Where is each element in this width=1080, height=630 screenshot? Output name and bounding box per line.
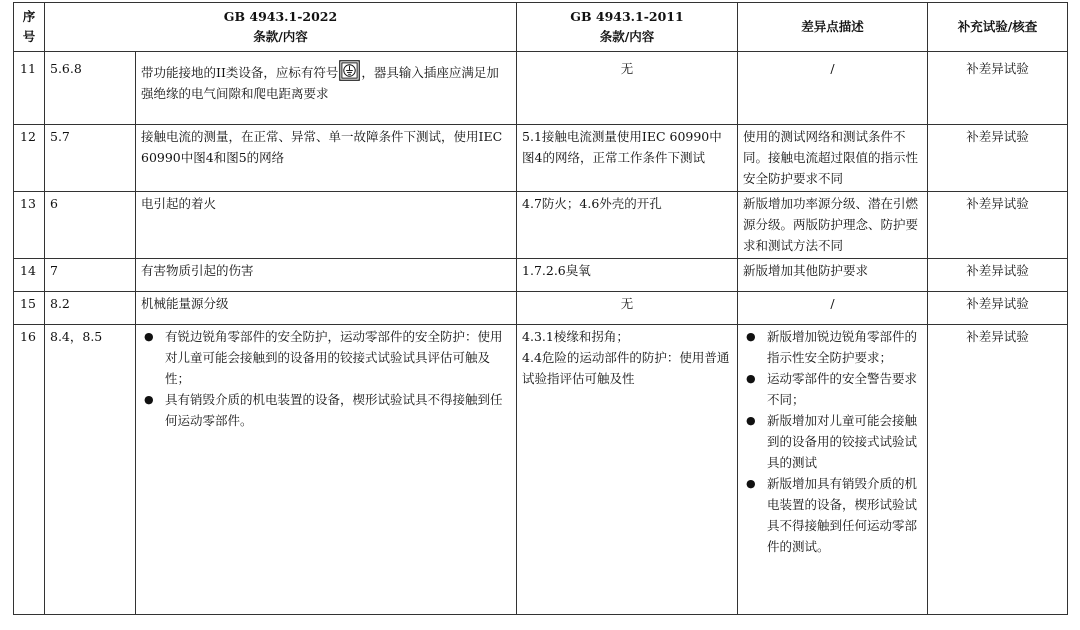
functional-earth-class-ii-symbol-icon (339, 60, 360, 81)
header-new-standard: GB 4943.1-2022 条款/内容 (45, 3, 517, 52)
list-item: ● 新版增加对儿童可能会接触到的设备用的铰接式试验试具的测试 (743, 410, 922, 473)
new-content-bullet-list (141, 326, 511, 431)
row-new-content (136, 325, 517, 615)
table-row (14, 259, 1068, 292)
old-content-line: 4.3.1棱缘和拐角； (522, 329, 629, 344)
row-number: 12 (14, 125, 45, 192)
row-old-content: 5.1接触电流测量使用IEC 60990中图4的网络，正常工作条件下测试 (517, 125, 738, 192)
row-new-content: 机械能量源分级 (136, 292, 517, 325)
row-clause: 5.6.8 (45, 52, 136, 125)
row-number: 14 (14, 259, 45, 292)
row-number: 11 (14, 52, 45, 125)
row-difference: 新版增加功率源分级、潜在引燃源分级。两版防护理念、防护要求和测试方法不同 (738, 192, 928, 259)
table-row (14, 52, 1068, 125)
row-new-content: 带功能接地的II类设备，应标有符号 ，器具输入插座应满足加强绝缘的电气间隙和爬电距离要求 (136, 52, 517, 125)
standard-comparison-table (13, 2, 1068, 615)
list-item: ● 新版增加具有销毁介质的机电装置的设备，楔形试验试具不得接触到任何运动零部件的测试。 (743, 473, 922, 557)
header-old-standard: GB 4943.1-2011 条款/内容 (517, 3, 738, 52)
list-item: ● 运动零部件的安全警告要求不同； (743, 368, 922, 410)
row-old-content: 4.7防火；4.6外壳的开孔 (517, 192, 738, 259)
header-seq: 序 号 (14, 3, 45, 52)
list-item: ● 新版增加锐边锐角零部件的指示性安全防护要求； (743, 326, 922, 368)
row-difference (738, 325, 928, 615)
row-clause: 6 (45, 192, 136, 259)
row-supplementary-test: 补差异试验 (928, 192, 1068, 259)
standard-comparison-table-wrapper (13, 2, 1067, 615)
row-clause: 5.7 (45, 125, 136, 192)
row-difference: / (738, 52, 928, 125)
header-difference: 差异点描述 (738, 3, 928, 52)
row-supplementary-test: 补差异试验 (928, 52, 1068, 125)
row-old-content: 无 (517, 292, 738, 325)
list-item: ● 有锐边锐角零部件的安全防护，运动零部件的安全防护：使用对儿童可能会接触到的设备用的铰接式试验试具评估可触及性； (141, 326, 511, 389)
row-difference: 新版增加其他防护要求 (738, 259, 928, 292)
old-content-line: 4.4危险的运动部件的防护：使用普通试验指评估可触及性 (522, 350, 730, 386)
table-row (14, 325, 1068, 615)
row-difference: / (738, 292, 928, 325)
row-old-content (517, 325, 738, 615)
table-row (14, 292, 1068, 325)
table-row (14, 125, 1068, 192)
row-new-content: 有害物质引起的伤害 (136, 259, 517, 292)
row-old-content: 1.7.2.6臭氧 (517, 259, 738, 292)
row-new-content: 电引起的着火 (136, 192, 517, 259)
row-supplementary-test: 补差异试验 (928, 292, 1068, 325)
row-supplementary-test: 补差异试验 (928, 325, 1068, 615)
row-difference: 使用的测试网络和测试条件不同。接触电流超过限值的指示性安全防护要求不同 (738, 125, 928, 192)
row-old-content: 无 (517, 52, 738, 125)
row-clause: 7 (45, 259, 136, 292)
list-item: ● 具有销毁介质的机电装置的设备，楔形试验试具不得接触到任何运动零部件。 (141, 389, 511, 431)
row-supplementary-test: 补差异试验 (928, 259, 1068, 292)
row-new-content: 接触电流的测量，在正常、异常、单一故障条件下测试，使用IEC 60990中图4和图5的网络 (136, 125, 517, 192)
header-row (14, 3, 1068, 52)
difference-bullet-list (743, 326, 922, 557)
row-supplementary-test: 补差异试验 (928, 125, 1068, 192)
row-number: 15 (14, 292, 45, 325)
header-supplementary-test: 补充试验/核查 (928, 3, 1068, 52)
row-clause: 8.2 (45, 292, 136, 325)
table-row (14, 192, 1068, 259)
row-number: 16 (14, 325, 45, 615)
row-clause: 8.4，8.5 (45, 325, 136, 615)
row-number: 13 (14, 192, 45, 259)
